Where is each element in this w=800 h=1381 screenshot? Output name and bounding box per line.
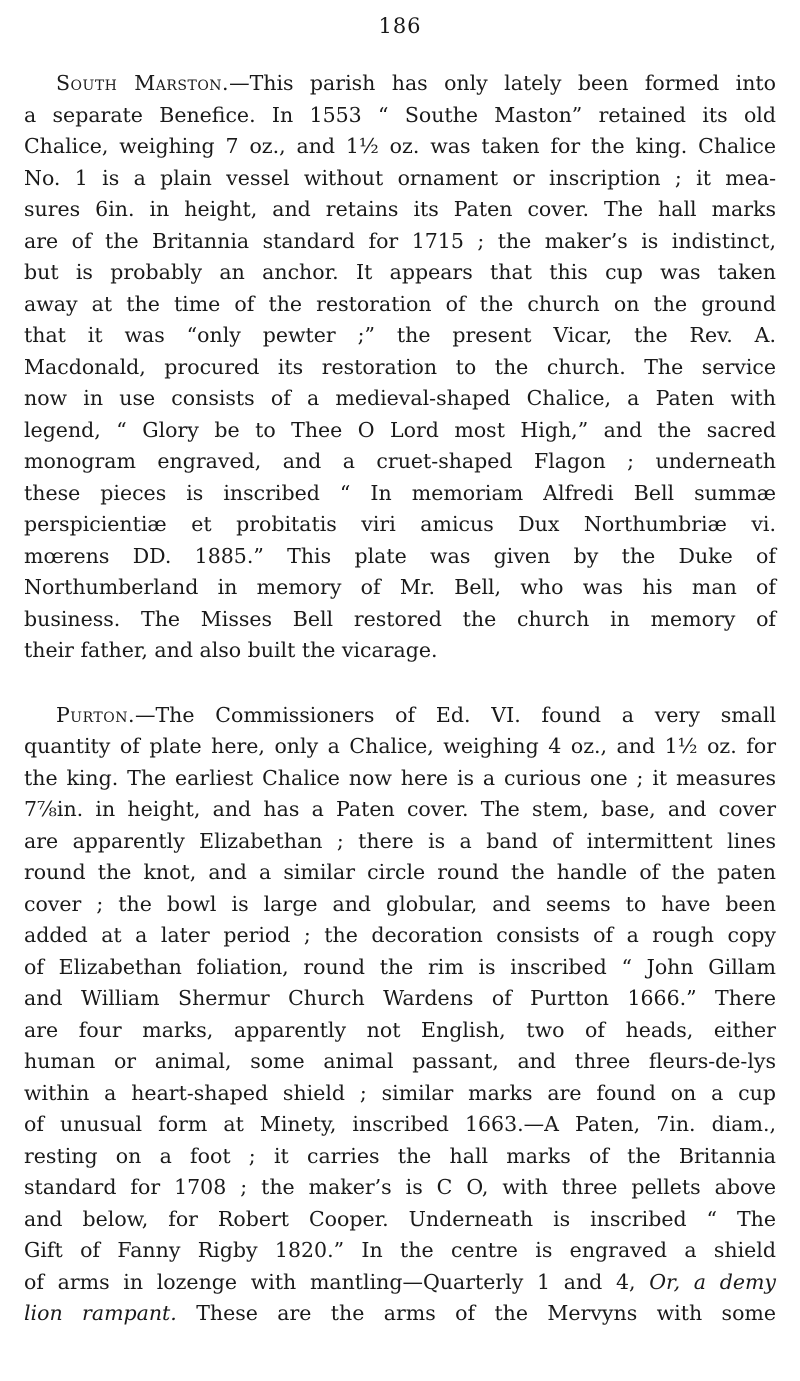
text-line: legend, “ Glory be to Thee O Lord most High,” and the sacred [24, 418, 776, 442]
text-line: perspicientiæ et probitatis viri amicus Dux Northumbriæ vi. [24, 512, 776, 536]
text-line: their father, and also built the vicarage. [24, 638, 438, 662]
text-line: mœrens DD. 1885.” This plate was given by the Duke of [24, 544, 776, 568]
text-line: are four marks, apparently not English, two of heads, either [24, 1018, 776, 1042]
text-line: Northumberland in memory of Mr. Bell, who was his man of [24, 575, 776, 599]
text-line: of Elizabethan foliation, round the rim is inscribed “ John Gillam [24, 955, 776, 979]
text-line: business. The Misses Bell restored the church in memory of [24, 607, 776, 631]
text-line: Gift of Fanny Rigby 1820.” In the centre is engraved a shield [24, 1238, 776, 1262]
text-line: monogram engraved, and a cruet-shaped Flagon ; underneath [24, 449, 776, 473]
text-line: human or animal, some animal passant, and three fleurs-de-lys [24, 1049, 776, 1073]
text-line: but is probably an anchor. It appears that this cup was taken [24, 260, 776, 284]
text-line: round the knot, and a similar circle round the handle of the paten [24, 860, 776, 884]
text-line: now in use consists of a medieval-shaped Chalice, a Paten with [24, 386, 776, 410]
text-line: these pieces is inscribed “ In memoriam Alfredi Bell summæ [24, 481, 776, 505]
text-line: away at the time of the restoration of the church on the ground [24, 292, 776, 316]
text-line: sures 6in. in height, and retains its Paten cover. The hall marks [24, 197, 776, 221]
text-line: and below, for Robert Cooper. Underneath is inscribed “ The [24, 1207, 776, 1231]
text-line: the king. The earliest Chalice now here is a curious one ; it measures [24, 766, 776, 790]
text-line: a separate Benefice. In 1553 “ Southe Maston” retained its old [24, 103, 776, 127]
text-line: added at a later period ; the decoration consists of a rough copy [24, 923, 776, 947]
text-line: South Marston.—This parish has only lately been formed into [56, 71, 776, 95]
blazon-text: lion rampant. [24, 1301, 177, 1325]
text-line: of arms in lozenge with mantling—Quarterly 1 and 4, Or, a demy [24, 1270, 776, 1294]
text-line: are apparently Elizabethan ; there is a band of intermittent lines [24, 829, 776, 853]
text-line: Purton.—The Commissioners of Ed. VI. found a very small [56, 703, 776, 727]
blazon-text: Or, a demy [649, 1270, 776, 1294]
text-line: standard for 1708 ; the maker’s is C O, with three pellets above [24, 1175, 776, 1199]
text-line: 7⅞in. in height, and has a Paten cover. The stem, base, and cover [24, 797, 776, 821]
page-number: 186 [378, 14, 422, 38]
text-line: quantity of plate here, only a Chalice, weighing 4 oz., and 1½ oz. for [24, 734, 776, 758]
text-line: resting on a foot ; it carries the hall marks of the Britannia [24, 1144, 776, 1168]
text-line: of unusual form at Minety, inscribed 1663.—A Paten, 7in. diam., [24, 1112, 776, 1136]
text-line: that it was “only pewter ;” the present Vicar, the Rev. A. [24, 323, 776, 347]
section-heading-purton: Purton. [56, 703, 135, 727]
text-line: No. 1 is a plain vessel without ornament or inscription ; it mea- [24, 166, 776, 190]
text-line: within a heart-shaped shield ; similar marks are found on a cup [24, 1081, 776, 1105]
text-line: are of the Britannia standard for 1715 ; the maker’s is indistinct, [24, 229, 776, 253]
text-line: and William Shermur Church Wardens of Purtton 1666.” There [24, 986, 776, 1010]
text-line: lion rampant. These are the arms of the Mervyns with some [24, 1301, 776, 1325]
text-line: Macdonald, procured its restoration to the church. The service [24, 355, 776, 379]
text-line: cover ; the bowl is large and globular, and seems to have been [24, 892, 776, 916]
text-line: Chalice, weighing 7 oz., and 1½ oz. was taken for the king. Chalice [24, 134, 776, 158]
section-heading-south-marston: South Marston. [56, 71, 230, 95]
